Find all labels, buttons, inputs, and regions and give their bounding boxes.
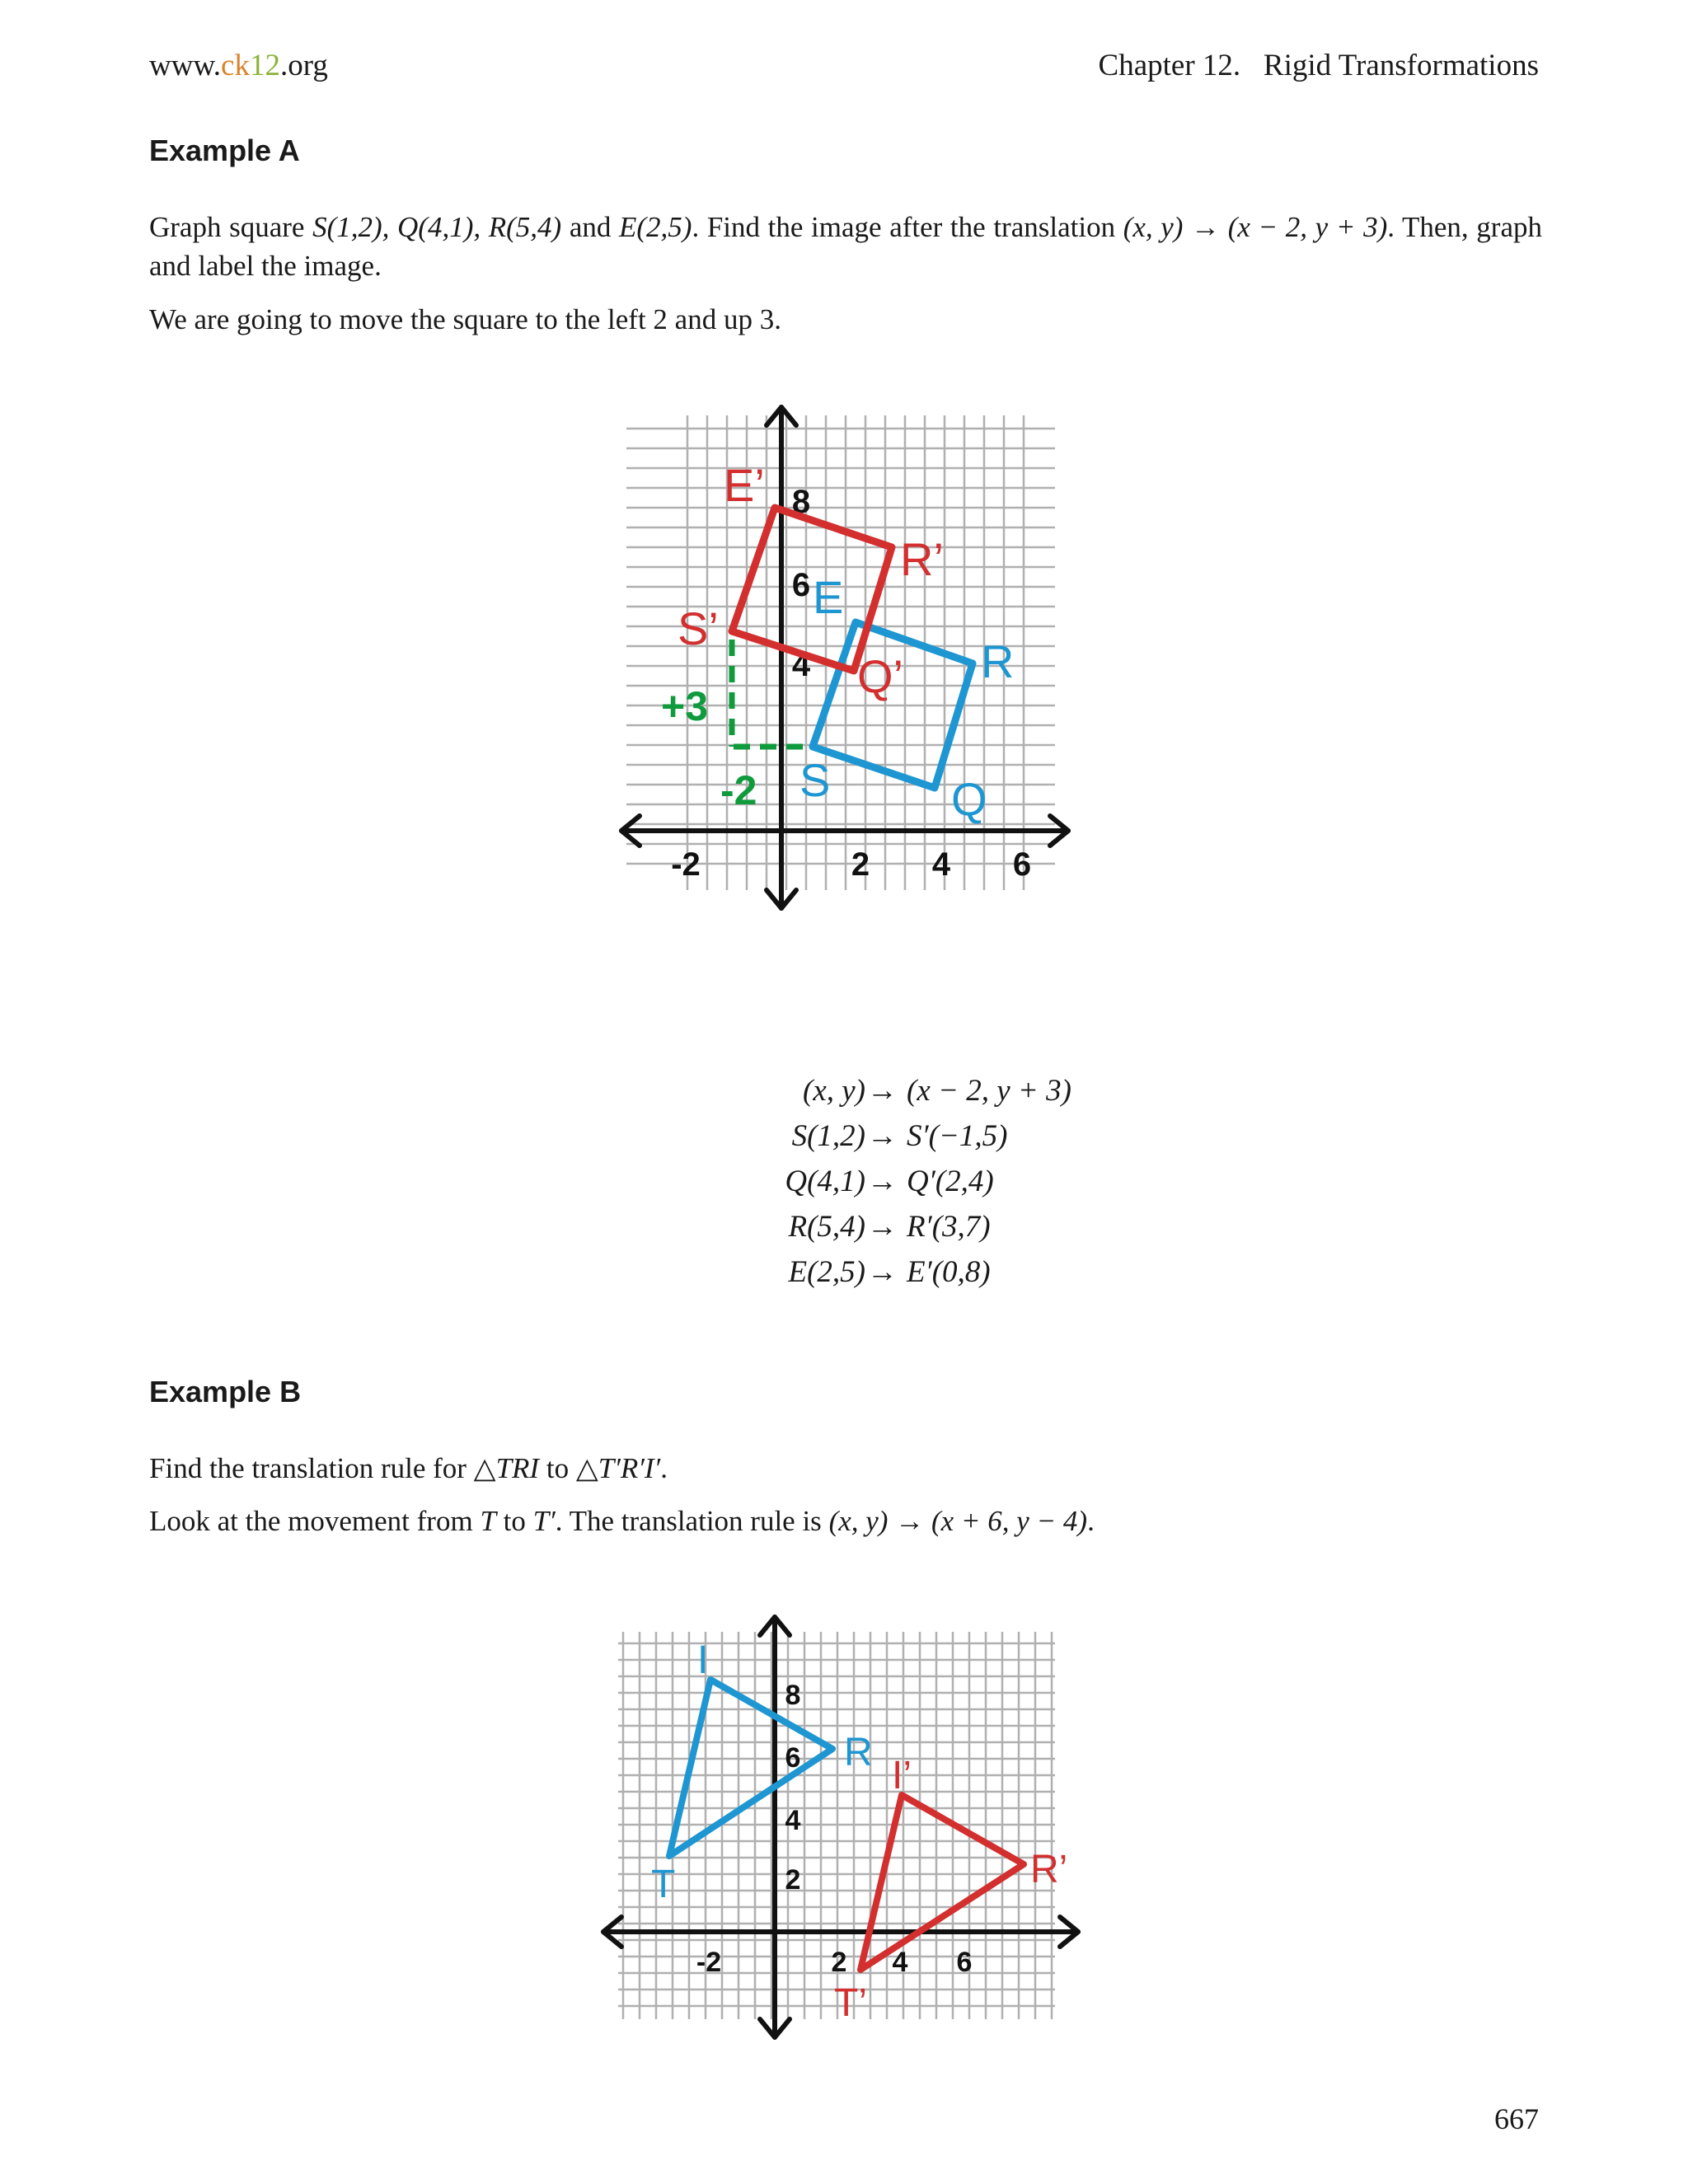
site-url-suffix: .org xyxy=(279,49,328,82)
text: . Then, graph and label the image. xyxy=(149,211,1543,282)
label-t-prime: T’ xyxy=(834,1981,867,2025)
text: Find the translation rule for xyxy=(149,1452,474,1484)
equation-row xyxy=(659,1118,1071,1160)
example-a-paragraph-2: We are going to move the square to the left 2 and up 3. xyxy=(149,303,781,335)
math-point: E(2,5) xyxy=(619,211,692,243)
label-q: Q xyxy=(951,773,987,825)
text: and xyxy=(561,211,619,243)
y-tick-label: 8 xyxy=(785,1680,801,1711)
site-url[interactable] xyxy=(149,48,328,83)
math-triangle: △TRI xyxy=(473,1452,540,1484)
arrow-symbol: → xyxy=(867,1165,898,1198)
site-url-prefix: www. xyxy=(149,49,222,82)
image-triangle xyxy=(860,1795,1024,1970)
equation-rhs: S′(−1,5) xyxy=(907,1119,1008,1153)
text: . Find the image after the translation xyxy=(692,211,1123,243)
graph-b xyxy=(593,1607,1096,2052)
equation-row xyxy=(659,1209,1071,1250)
site-url-ck: ck xyxy=(221,49,250,82)
arrow-symbol: → xyxy=(867,1255,898,1289)
y-tick-label: 6 xyxy=(791,567,811,603)
label-r-prime: R’ xyxy=(900,533,944,585)
equation-rhs: Q′(2,4) xyxy=(907,1165,994,1198)
equation-lhs: S(1,2) xyxy=(791,1119,865,1153)
label-s: S xyxy=(799,754,831,806)
equation-rhs: (x − 2, y + 3) xyxy=(907,1074,1071,1108)
x-tick-label: -2 xyxy=(696,1947,722,1978)
y-tick-label: 2 xyxy=(785,1864,801,1896)
x-tick-label: 2 xyxy=(831,1947,847,1978)
equation-lhs: E(2,5) xyxy=(788,1255,865,1289)
example-a-title: Example A xyxy=(149,134,300,167)
label-i-prime: I’ xyxy=(892,1754,912,1797)
label-s-prime: S’ xyxy=(678,602,719,654)
label-r: R xyxy=(981,635,1015,687)
site-url-12: 12 xyxy=(249,49,280,82)
example-a-paragraph-1 xyxy=(149,208,1542,285)
text: Graph square xyxy=(149,211,313,243)
label-r-prime: R’ xyxy=(1030,1848,1068,1891)
equation-rhs: R′(3,7) xyxy=(907,1210,991,1244)
math-rule: (x, y) → (x + 6, y − 4) xyxy=(828,1505,1088,1537)
x-tick-label: -2 xyxy=(671,846,701,883)
equation-rhs: E′(0,8) xyxy=(907,1255,991,1289)
text: Look at the movement from xyxy=(149,1505,481,1537)
arrow-symbol: → xyxy=(867,1210,898,1244)
label-shift-left: -2 xyxy=(720,767,757,813)
y-tick-label: 4 xyxy=(785,1805,801,1836)
equation-row xyxy=(659,1164,1071,1205)
x-tick-label: 4 xyxy=(892,1947,908,1978)
equation-lhs: (x, y) xyxy=(803,1074,865,1108)
equation-row xyxy=(659,1254,1071,1296)
example-b-paragraph-2 xyxy=(149,1502,1542,1540)
math-rule: (x, y) → (x − 2, y + 3) xyxy=(1123,211,1388,243)
label-e-prime: E’ xyxy=(724,459,765,511)
label-r: R xyxy=(844,1731,873,1774)
text: . The translation rule is xyxy=(555,1505,829,1537)
text: . xyxy=(660,1452,668,1484)
page-number: 667 xyxy=(1494,2102,1539,2135)
arrow-symbol: → xyxy=(867,1074,898,1108)
label-q-prime: Q’ xyxy=(857,650,903,702)
x-tick-label: 2 xyxy=(851,846,870,883)
math-point: T′ xyxy=(532,1505,556,1537)
equation-row xyxy=(659,1073,1071,1114)
example-b-paragraph-1 xyxy=(149,1449,1542,1488)
label-i: I xyxy=(697,1638,709,1682)
label-e: E xyxy=(813,571,844,623)
math-point: T xyxy=(480,1505,496,1537)
x-tick-label: 6 xyxy=(956,1947,973,1978)
y-tick-label: 8 xyxy=(791,484,811,520)
y-tick-label: 6 xyxy=(785,1742,801,1774)
equation-list xyxy=(659,1073,1071,1296)
original-triangle xyxy=(669,1680,832,1856)
chapter-title: Chapter 12. Rigid Transformations xyxy=(1098,49,1539,82)
equation-lhs: R(5,4) xyxy=(788,1210,865,1244)
label-t: T xyxy=(651,1863,676,1906)
text: to xyxy=(495,1505,533,1537)
text: to xyxy=(539,1452,576,1484)
y-tick-label: 4 xyxy=(791,647,811,683)
label-shift-up: +3 xyxy=(661,683,709,729)
text: . xyxy=(1087,1505,1095,1537)
equation-lhs: Q(4,1) xyxy=(785,1165,865,1198)
graph-a xyxy=(610,396,1080,923)
x-tick-label: 6 xyxy=(1012,846,1032,883)
math-triangle: △T′R′I′ xyxy=(575,1452,661,1484)
x-tick-label: 4 xyxy=(931,846,951,883)
arrow-symbol: → xyxy=(867,1119,898,1153)
example-b-title: Example B xyxy=(149,1375,302,1408)
math-points: S(1,2), Q(4,1), R(5,4) xyxy=(312,211,562,243)
